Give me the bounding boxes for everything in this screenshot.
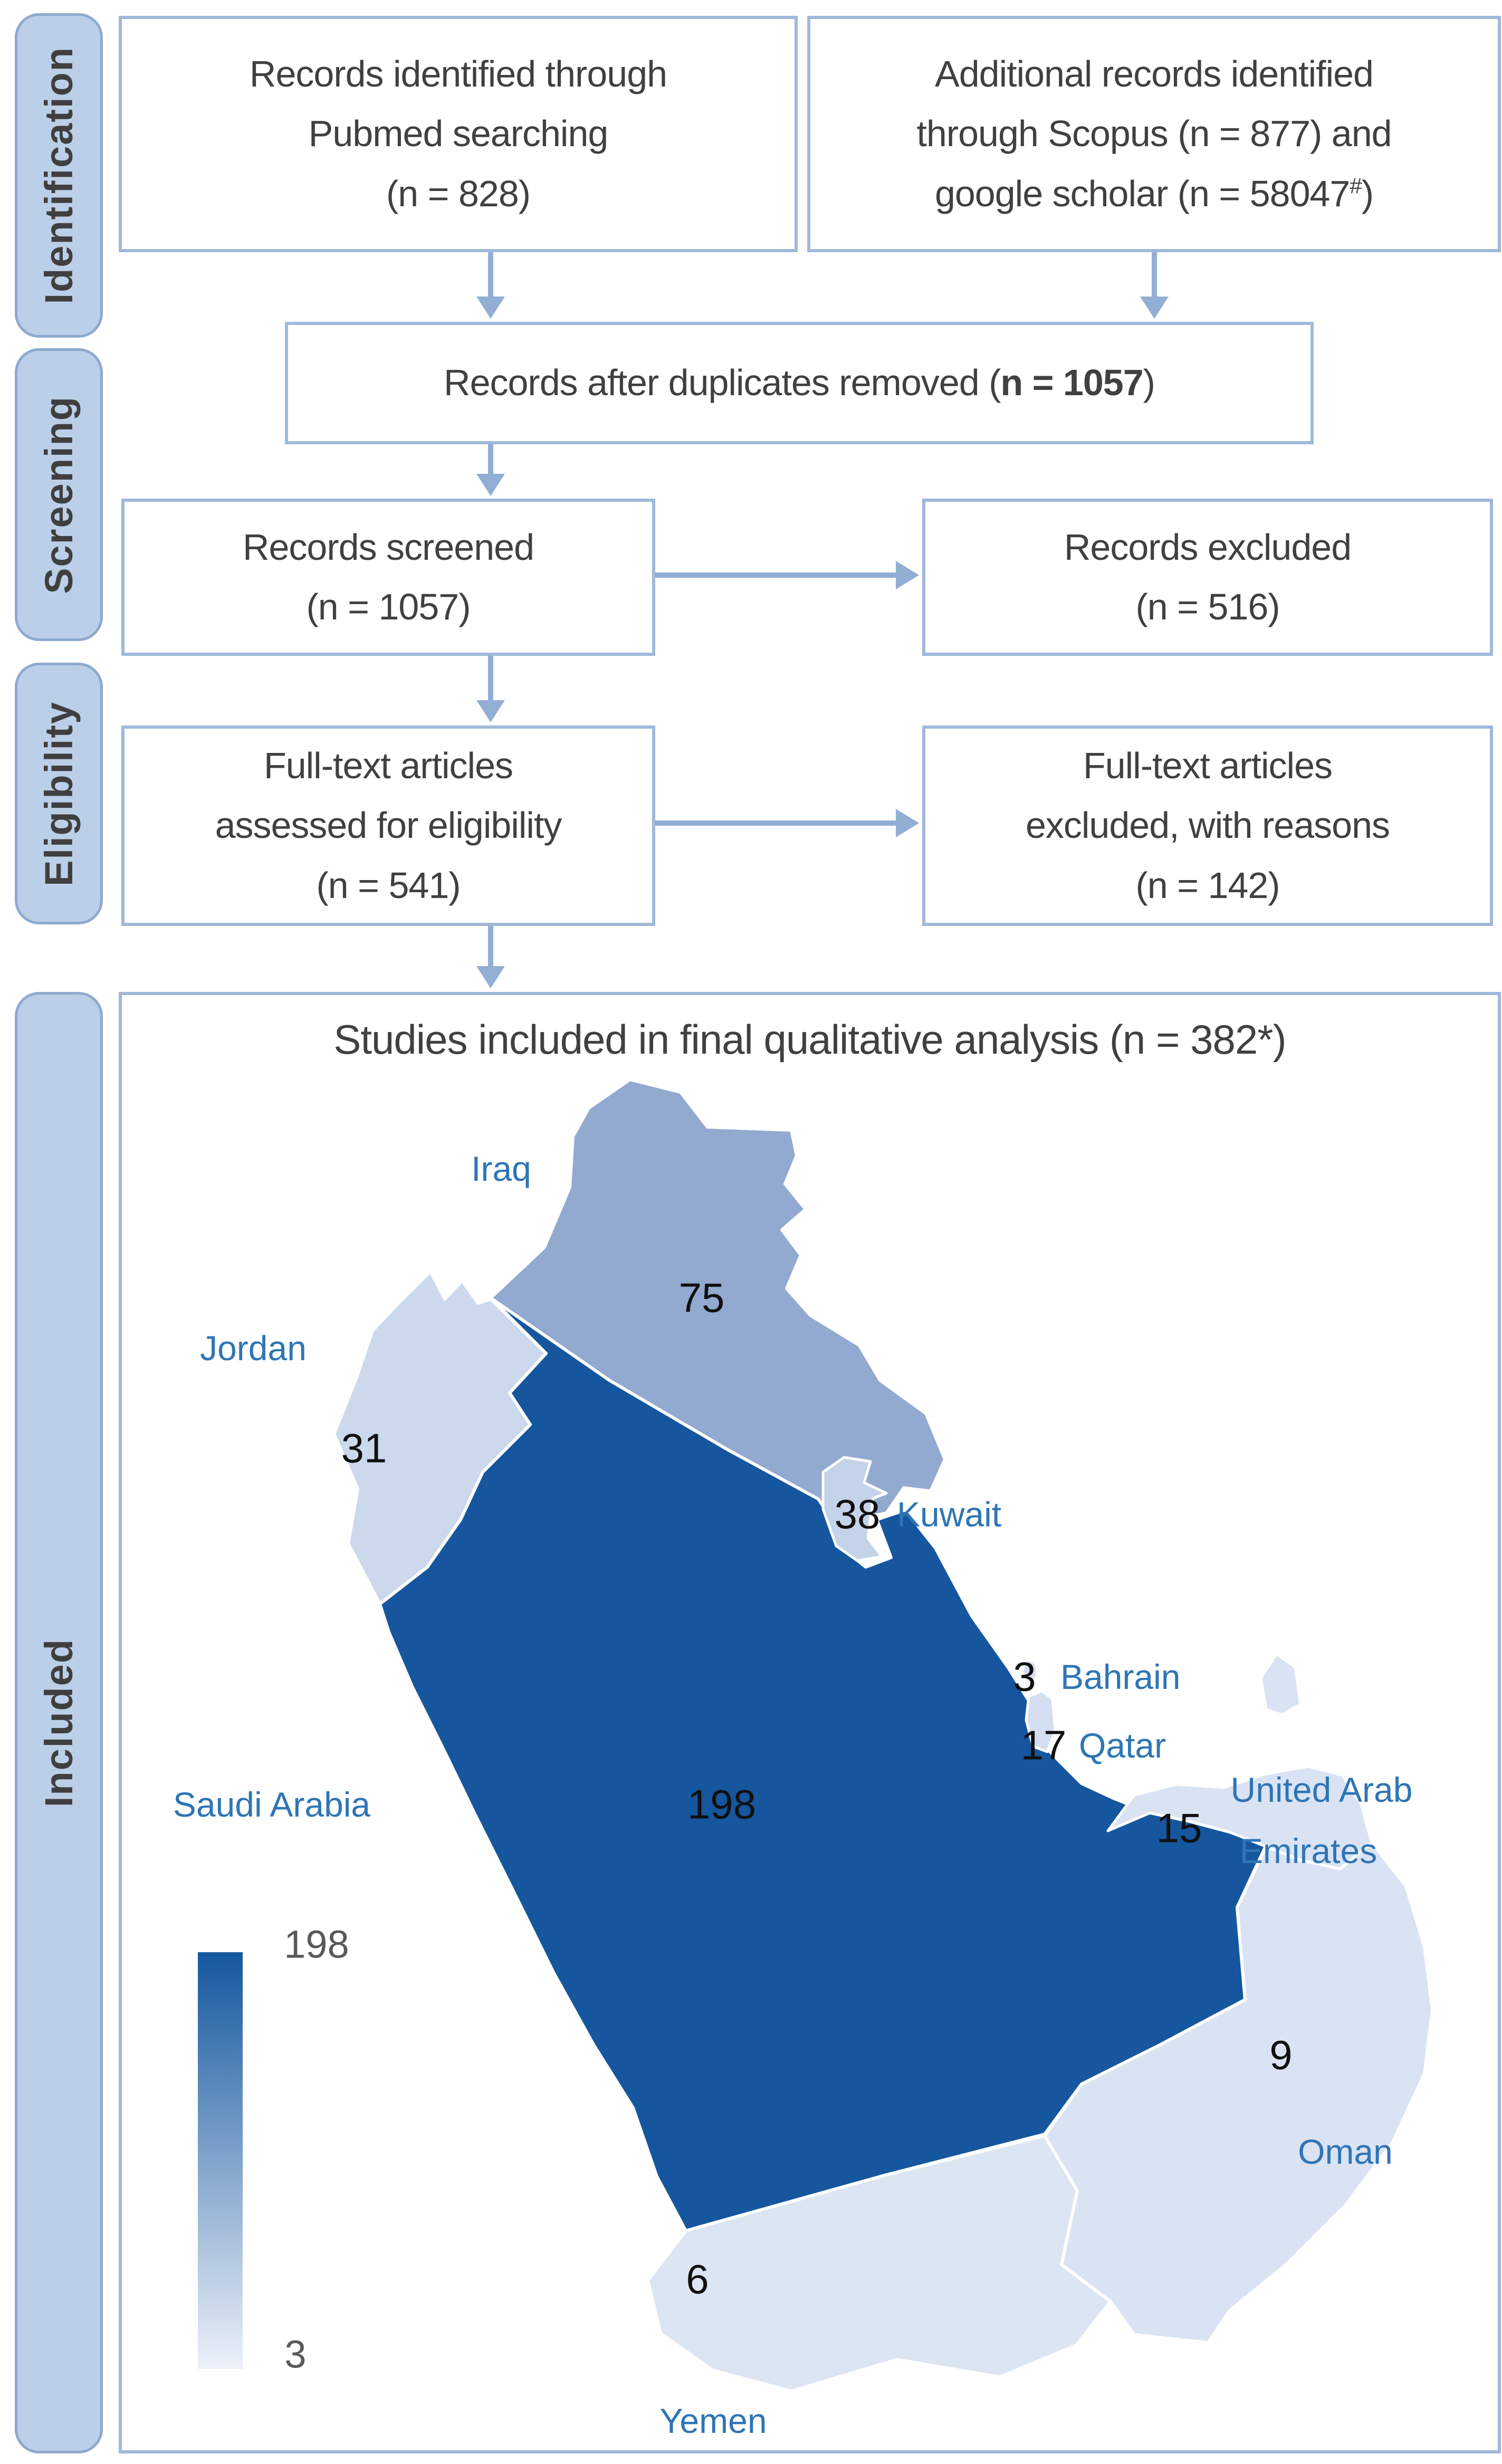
count-kuwait: 38 — [834, 1491, 881, 1537]
arrow-screened-right-head — [896, 561, 919, 589]
phase-included — [15, 992, 103, 2453]
phase-identification — [15, 13, 103, 338]
arrow-fulltext-right — [655, 820, 897, 826]
box-text: Additional records identified — [935, 53, 1373, 94]
arrow-scopus-down-head — [1140, 297, 1169, 319]
box-fulltext-assessed — [121, 725, 655, 926]
label-bahrain: Bahrain — [1060, 1657, 1181, 1696]
arrow-duplicates-down-head — [476, 474, 505, 496]
legend-min-value: 3 — [284, 2332, 307, 2376]
label-saudi-arabia: Saudi Arabia — [173, 1785, 371, 1824]
box-text: Full-text articles — [1083, 744, 1333, 786]
count-oman: 9 — [1269, 2031, 1293, 2078]
count-iraq: 75 — [678, 1274, 725, 1321]
box-fulltext-excluded — [922, 725, 1493, 926]
label-kuwait: Kuwait — [897, 1495, 1002, 1534]
box-text: Records screened — [242, 526, 534, 568]
phase-included-label: Included — [37, 1638, 81, 1808]
count-uae: 15 — [1156, 1804, 1202, 1851]
arrow-duplicates-down — [488, 444, 493, 476]
phase-screening — [15, 348, 103, 641]
box-records-pubmed — [119, 16, 798, 252]
box-records-screened — [121, 499, 655, 656]
box-text: (n = 516) — [1135, 586, 1280, 627]
arrow-pubmed-down — [488, 252, 493, 299]
box-text: (n = 541) — [316, 864, 461, 906]
box-records-scopus-gscholar — [807, 16, 1501, 252]
box-duplicates-removed — [285, 322, 1314, 444]
label-jordan: Jordan — [200, 1329, 307, 1368]
label-uae-line1: United Arab — [1230, 1770, 1413, 1809]
arrow-pubmed-down-head — [476, 297, 505, 319]
label-qatar: Qatar — [1079, 1726, 1166, 1765]
count-saudi-arabia: 198 — [687, 1781, 757, 1828]
label-oman: Oman — [1298, 2132, 1393, 2171]
included-title: Studies included in final qualitative analysis (n = 382*) — [333, 1016, 1286, 1063]
arrow-fulltext-right-head — [896, 809, 919, 837]
box-text: Records after duplicates removed (n = 1057) — [444, 362, 1155, 404]
hash-superscript: # — [1350, 173, 1362, 198]
count-qatar: 17 — [1020, 1722, 1067, 1769]
count-jordan: 31 — [341, 1425, 387, 1472]
legend-max-value: 198 — [284, 1922, 349, 1966]
arrow-screened-down-head — [476, 700, 505, 722]
box-text: Pubmed searching — [308, 113, 608, 155]
middle-east-choropleth-map — [119, 992, 1501, 2453]
phase-identification-label: Identification — [37, 46, 81, 304]
arrow-fulltext-down-head — [476, 966, 505, 988]
phase-screening-label: Screening — [37, 395, 81, 594]
country-shape-musandam — [1261, 1654, 1300, 1715]
box-text: assessed for eligibility — [215, 805, 562, 846]
phase-eligibility-label: Eligibility — [37, 701, 81, 886]
label-iraq: Iraq — [471, 1149, 531, 1188]
box-text: Records identified through — [249, 53, 667, 94]
box-text: (n = 1057) — [306, 586, 471, 627]
arrow-screened-right — [655, 572, 897, 578]
arrow-fulltext-down — [488, 926, 493, 968]
count-bahrain: 3 — [1013, 1653, 1036, 1700]
arrow-scopus-down — [1152, 252, 1157, 299]
box-text: Records excluded — [1064, 526, 1352, 568]
box-text: (n = 828) — [386, 173, 531, 214]
phase-eligibility — [15, 663, 103, 924]
legend-gradient-bar — [198, 1952, 243, 2369]
label-yemen: Yemen — [659, 2401, 767, 2440]
box-records-excluded — [922, 499, 1493, 656]
box-text: excluded, with reasons — [1025, 805, 1390, 846]
count-yemen: 6 — [686, 2256, 709, 2303]
box-text: google scholar (n = 58047#) — [934, 173, 1374, 214]
box-text: Full-text articles — [263, 744, 513, 786]
box-text: through Scopus (n = 877) and — [916, 113, 1392, 155]
box-text: (n = 142) — [1135, 864, 1280, 906]
arrow-screened-down — [488, 656, 493, 702]
label-uae-line2: Emirates — [1239, 1831, 1377, 1870]
